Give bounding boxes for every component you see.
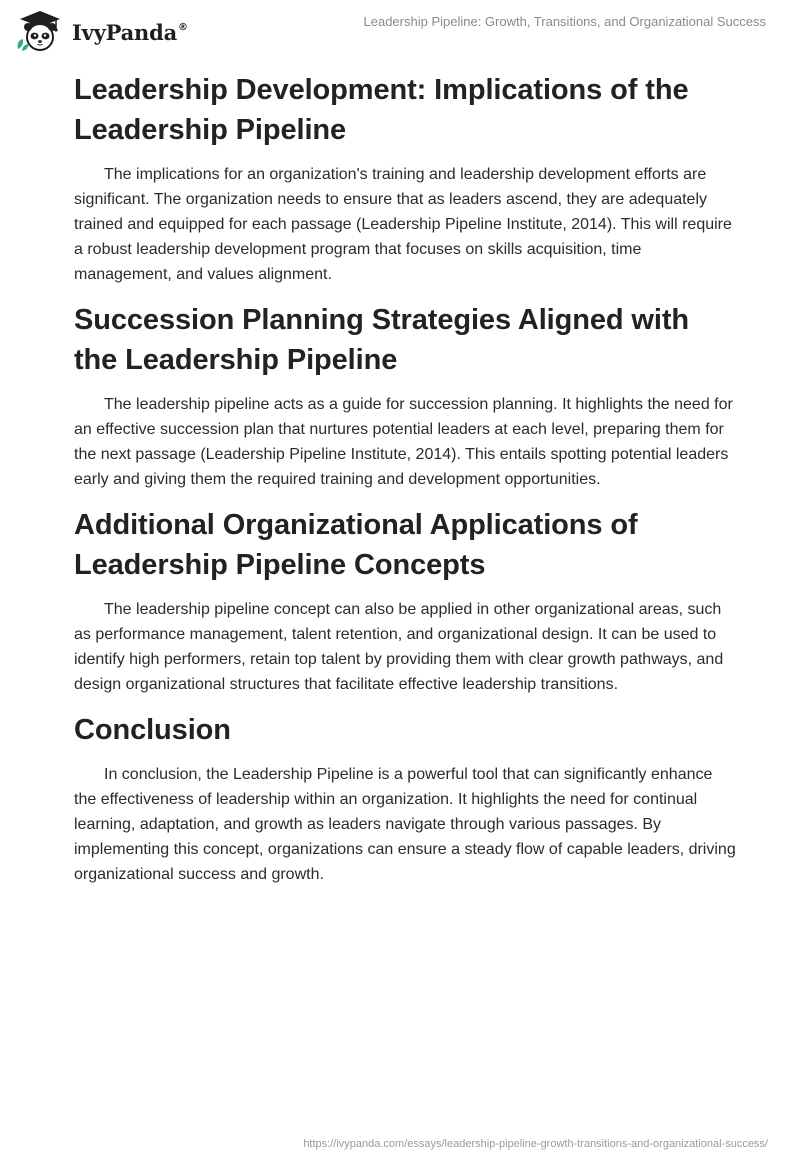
ivypanda-logo[interactable]: [14, 9, 188, 53]
section-paragraph: The leadership pipeline acts as a guide for succession planning. It highlights the need for an effective succession plan that nurtures potential leaders at each level, preparing them for the next passage (Leadership Pipeline Institute, 2014). This entails spotting potential leaders early and giving them the required training and development opportunities.: [74, 396, 733, 488]
document-body: [74, 70, 736, 900]
section-heading: Succession Planning Strategies Aligned with the Leadership Pipeline: [74, 304, 690, 376]
logo-wordmark: IvyPanda®: [72, 19, 188, 45]
registered-mark: ®: [178, 21, 188, 33]
section-additional-applications: [74, 505, 736, 697]
section-paragraph: In conclusion, the Leadership Pipeline is a powerful tool that can significantly enhance the effectiveness of leadership within an organization. It highlights the need for continual learning, adaptation, and growth as leaders navigate through various passages. By implementing this concept, organizations can ensure a steady flow of capable leaders, driving organizational success and growth.: [74, 766, 736, 883]
section-succession-planning: [74, 300, 736, 492]
section-heading: Conclusion: [74, 714, 231, 746]
document-title: Leadership Pipeline: Growth, Transitions, and Organizational Success: [363, 14, 766, 29]
section-heading: Leadership Development: Implications of the Leadership Pipeline: [74, 74, 689, 146]
section-paragraph: The leadership pipeline concept can also be applied in other organizational areas, such as performance management, talent retention, and organizational design. It can be used to identify high performers, retain top talent by providing them with clear growth pathways, and design organizational structures that facilitate effective leadership transitions.: [74, 601, 724, 693]
panda-graduate-icon: [14, 9, 66, 53]
section-leadership-development: [74, 70, 736, 287]
section-paragraph: The implications for an organization's training and leadership development efforts are significant. The organization needs to ensure that as leaders ascend, they are adequately trained and equipped for each passage (Leadership Pipeline Institute, 2014). This will require a robust leadership development program that focuses on skills acquisition, time management, and values alignment.: [74, 166, 732, 283]
page-header: [0, 0, 800, 60]
section-conclusion: [74, 710, 736, 887]
source-url[interactable]: https://ivypanda.com/essays/leadership-pipeline-growth-transitions-and-organizational-success/: [303, 1138, 768, 1150]
section-heading: Additional Organizational Applications of Leadership Pipeline Concepts: [74, 509, 638, 581]
